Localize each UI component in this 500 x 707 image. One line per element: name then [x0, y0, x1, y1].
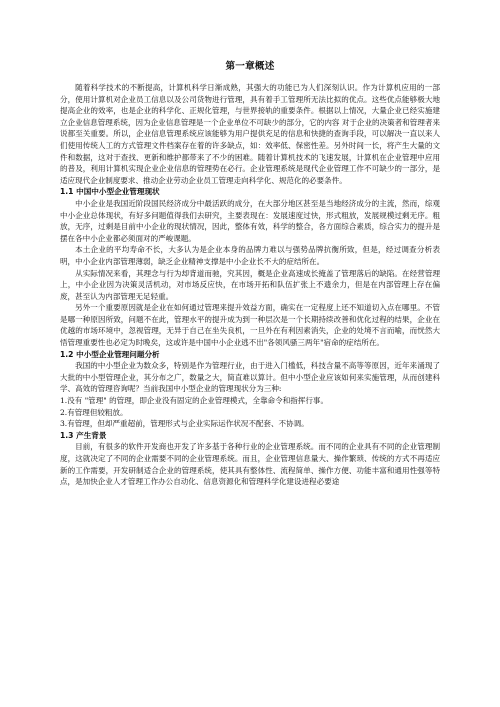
section-1-2-heading: 1.2 中小型企业管理问题分析	[60, 349, 160, 359]
section-1-3-paragraph-1: 目前，有很多的软件开发商也开发了许多基于各种行业的企业管理系统。而不同的企业具有不同的企业管理制度，这就决定了不同的企业需要不同的企业管理系统。而且，企业管理信息量大、操作繁琐、传统的方式不再适应新的工作需要，开发研制适合企业的管理系统，使其具有整体性、流程简单、操作方便、功能丰富和通用性强等特点，是加快企业人才管理工作办公自动化、信息资源化和管理科学化建设进程必要途	[60, 442, 440, 487]
section-1-1-heading: 1.1 中国中小型企业管理现状	[60, 187, 160, 197]
chapter-title: 第一章概述	[225, 61, 275, 72]
section-1-1-paragraph-3: 从实际情况来看，其理念与行为却背道而驰，究其因，概是企业高速成长掩盖了管理落后的缺陷。在经营管理上，中小企业因为决策灵活机动，对市场反应快，在市场开拓和队伍扩张上不遗余力，但是在内部管理上存在偏废，甚至认为内部管理无足轻重。	[60, 268, 440, 301]
section-1-1-paragraph-1: 中小企业是我国近阶段国民经济成分中最活跃的成分，在大部分地区甚至是当地经济成分的主流，然而，综观中小企业总体现状，有好多问题值得我们去研究，主要表现在：发展速度过快，形式粗放，发展规模过剩无序。粗放，无序，过剩是目前中小企业的现状情况，因此，整体有效，科学的整合，各方面综合素质，综合实力的提升是摆在各中小企业都必须面对的严峻课题。	[60, 198, 440, 243]
section-1-1-paragraph-4: 另外一个重要原因就是企业在如何通过管理来提升效益方面，确实在一定程度上还不知道切入点在哪里。不管是哪一种原因所致，问题不在此，管理水平的提升成为到一种层次是一个长期持续改善和优化过程的结果，企业在优越的市场环境中，忽视管理，无异于自己在坐失良机，一旦外在有利因素消失，企业的处境不言而喻，而恍然大悟管理重要性也必定为时晚矣，这或许是中国中小企业逃不出"各领风骚三两年"宿命的症结所在。	[60, 303, 440, 348]
list-item: 3.有管理，但却严重超前，管理形式与企业实际运作状况不配套、不协调。	[60, 419, 309, 429]
section-1-2-paragraph-1: 我国的中小型企业为数众多，特别是作为管理行业，由于进入门槛低，科技含量不高等等原因，近年来涌现了大批的中小型管理企业，其分布之广，数量之大，简直难以算计。但中小型企业应该如何来实施管理，从而创建科学、高效的管理咨询呢？当前我国中小型企业的管理现状分为三种:	[60, 361, 440, 394]
section-1-3-heading: 1.3 产生背景	[60, 430, 107, 440]
intro-paragraph: 随着科学技术的不断提高，计算机科学日渐成熟，其强大的功能已为人们深刻认识。作为计算机应用的一部分，使用计算机对企业员工信息以及公司货物进行管理，具有着手工管理所无法比拟的优点。这些优点能够极大地提高企业的效率，也是企业的科学化、正规化管理，与世界接轨的重要条件。根据以上情况，大量企业已经实施建立企业信息管理系统，因为企业信息管理是一个企业单位不可缺少的部分，它的内容 对于企业的决策者和管理者来说都至关重要。所以，企业信息管理系统应该能够为用户提供充足的信息和快捷的查询手段，可以解决一直以来人们使用传统人工的方式管理文件档案存在着的许多缺点，如：效率低、保密性差。另外时间一长，将产生大量的文件和数据，这对于查找、更新和维护都带来了不少的困难。随着计算机技术的飞速发展，计算机在企业管理中应用的普及，利用计算机实现企业企业信息的管理势在必行。企业管理系统是现代企业管理工作不可缺少的一部分，是适应现代企业制度要求、推动企业劳动企业员工管理走向科学化、规范化的必要条件。	[60, 83, 440, 185]
list-item: 1.没有 "管理" 的管理，即企业没有固定的企业管理模式，全靠命令和指挥行事。	[60, 396, 328, 406]
list-item: 2.有管理但较粗放。	[60, 407, 128, 417]
section-1-1-paragraph-2: 本土企业的平均寿命不长，大多认为是企业本身的品牌力难以与强势品牌抗衡所致，但是，经过调查分析表明，中小企业内部管理薄弱，缺乏企业精神支撑是中小企业长不大的症结所在。	[60, 245, 440, 266]
